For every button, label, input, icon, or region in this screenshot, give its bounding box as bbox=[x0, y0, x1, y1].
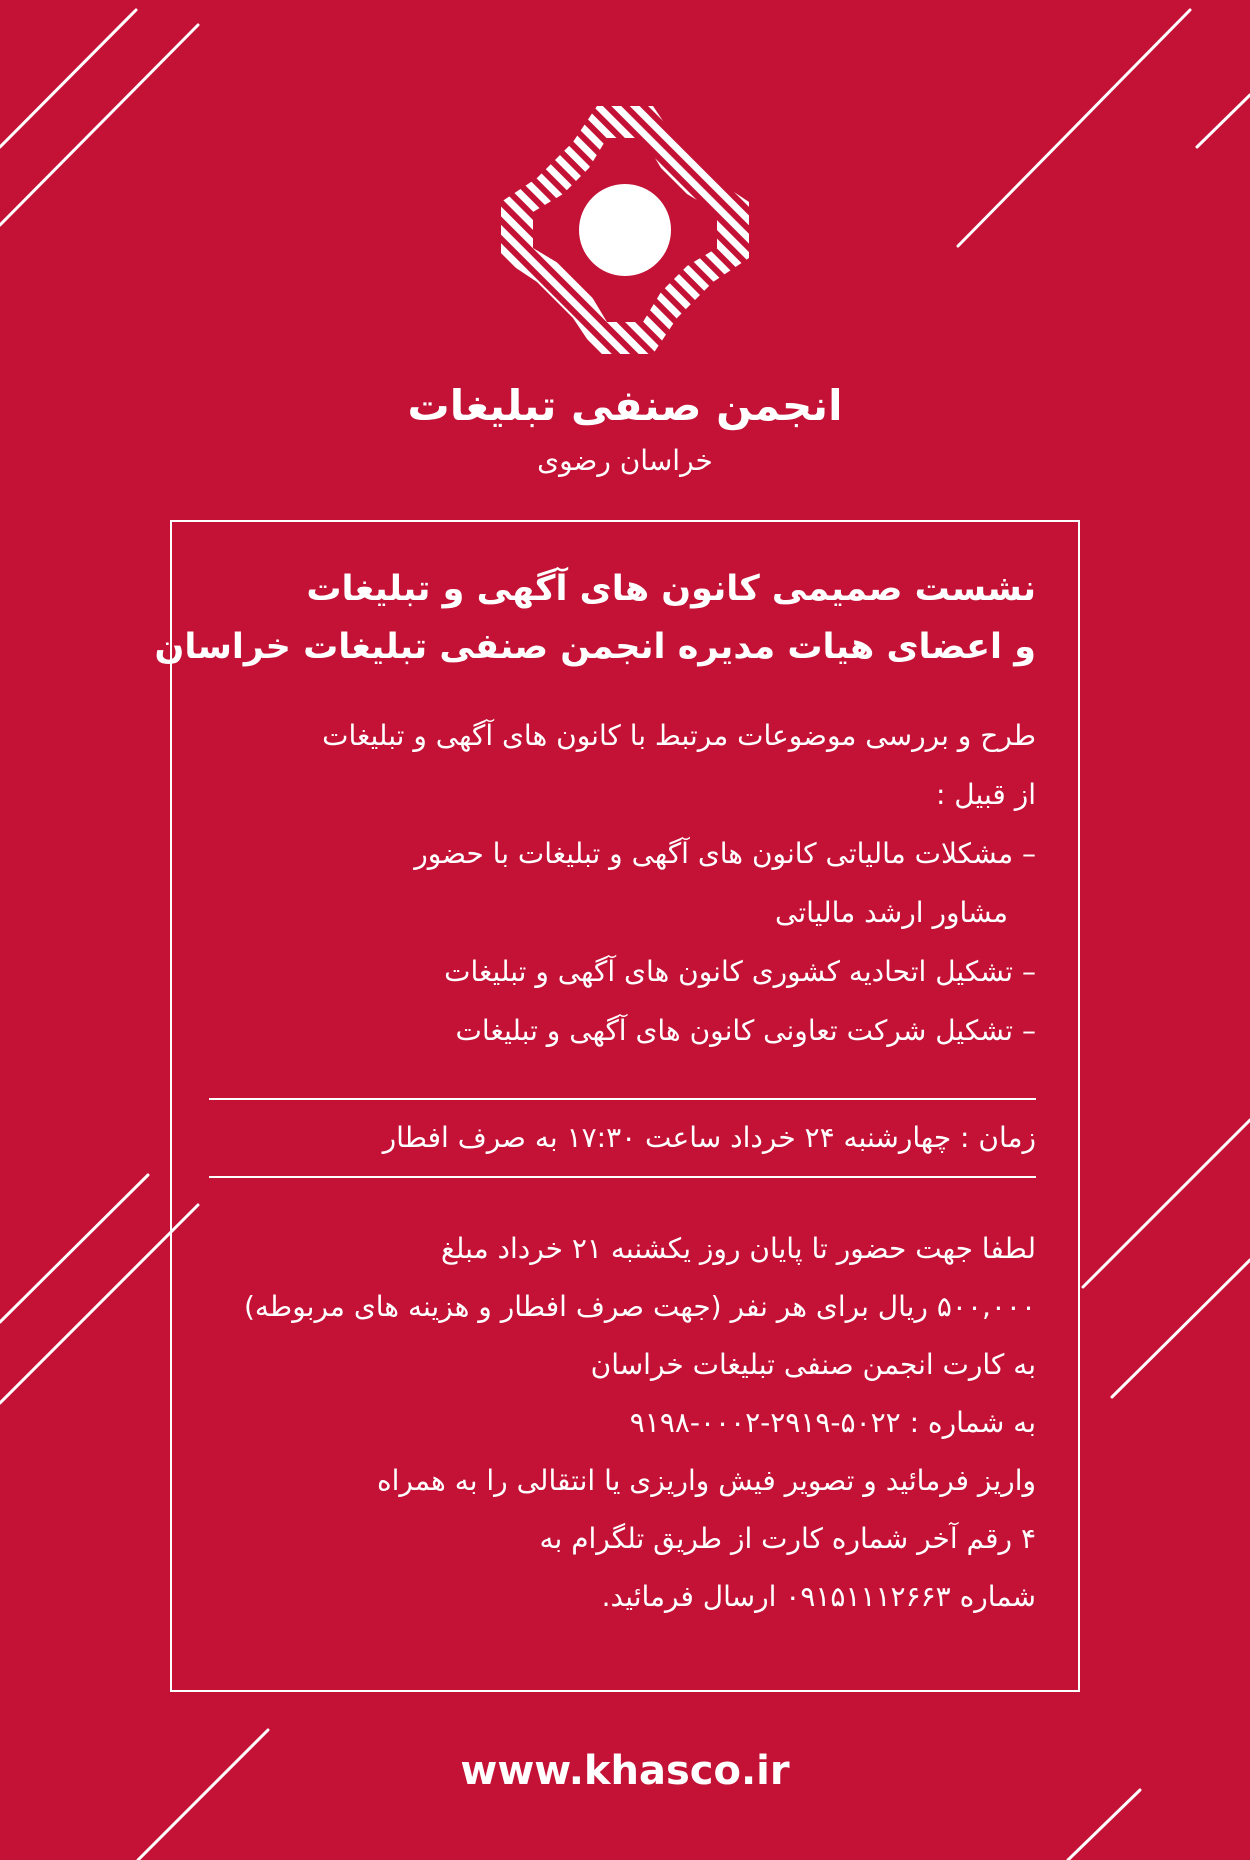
payment-telegram-number: شماره ۰۹۱۵۱۱۱۲۶۶۳ ارسال فرمائید. bbox=[601, 1580, 1036, 1613]
headline-line-2: و اعضای هیات مدیره انجمن صنفی تبلیغات خراسان bbox=[154, 627, 1036, 667]
payment-card-number: به شماره : ۵۰۲۲-۲۹۱۹-۰۰۰۲-۹۱۹۸ bbox=[629, 1406, 1036, 1439]
payment-line-2: ۵۰۰,۰۰۰ ریال برای هر نفر (جهت صرف افطار و هزینه های مربوطه) bbox=[244, 1290, 1036, 1323]
topic-item-3: – تشکیل شرکت تعاونی کانون های آگهی و تبلیغات bbox=[455, 1014, 1036, 1047]
decor-line bbox=[0, 1175, 148, 1322]
topics-intro-line-1: طرح و بررسی موضوعات مرتبط با کانون های آگهی و تبلیغات bbox=[322, 719, 1036, 752]
headline bbox=[154, 560, 1036, 676]
topic-item-1: – مشکلات مالیاتی کانون های آگهی و تبلیغات با حضور bbox=[414, 837, 1036, 870]
organization-region: خراسان رضوی bbox=[537, 444, 713, 477]
payment-line-3: به کارت انجمن صنفی تبلیغات خراسان bbox=[590, 1348, 1036, 1381]
decor-line bbox=[1112, 1260, 1250, 1397]
organization-name: انجمن صنفی تبلیغات bbox=[407, 381, 843, 430]
payment-instructions bbox=[209, 1220, 1036, 1626]
topics-list bbox=[209, 706, 1036, 1060]
headline-line-1: نشست صمیمی کانون های آگهی و تبلیغات bbox=[306, 569, 1036, 609]
payment-line-6: ۴ رقم آخر شماره کارت از طریق تلگرام به bbox=[539, 1522, 1036, 1555]
topic-item-1-continued: مشاور ارشد مالیاتی bbox=[775, 896, 1008, 929]
decor-line bbox=[0, 1205, 198, 1403]
decor-line bbox=[1068, 1790, 1140, 1860]
logo-block bbox=[0, 85, 1250, 477]
divider-bottom bbox=[209, 1176, 1036, 1178]
website-url: www.khasco.ir bbox=[460, 1748, 790, 1794]
card-content bbox=[154, 560, 1036, 1626]
announcement-card bbox=[154, 520, 1080, 1692]
decor-line bbox=[1083, 1120, 1250, 1287]
event-time: زمان : چهارشنبه ۲۴ خرداد ساعت ۱۷:۳۰ به صرف افطار bbox=[382, 1121, 1036, 1154]
quatrefoil-emblem-icon bbox=[480, 85, 770, 375]
payment-line-5: واریز فرمائید و تصویر فیش واریزی یا انتقالی را به همراه bbox=[376, 1464, 1036, 1497]
payment-line-1: لطفا جهت حضور تا پایان روز یکشنبه ۲۱ خرداد مبلغ bbox=[440, 1232, 1036, 1265]
topic-item-2: – تشکیل اتحادیه کشوری کانون های آگهی و تبلیغات bbox=[444, 955, 1036, 988]
topics-intro-line-2: از قبیل : bbox=[935, 778, 1036, 811]
